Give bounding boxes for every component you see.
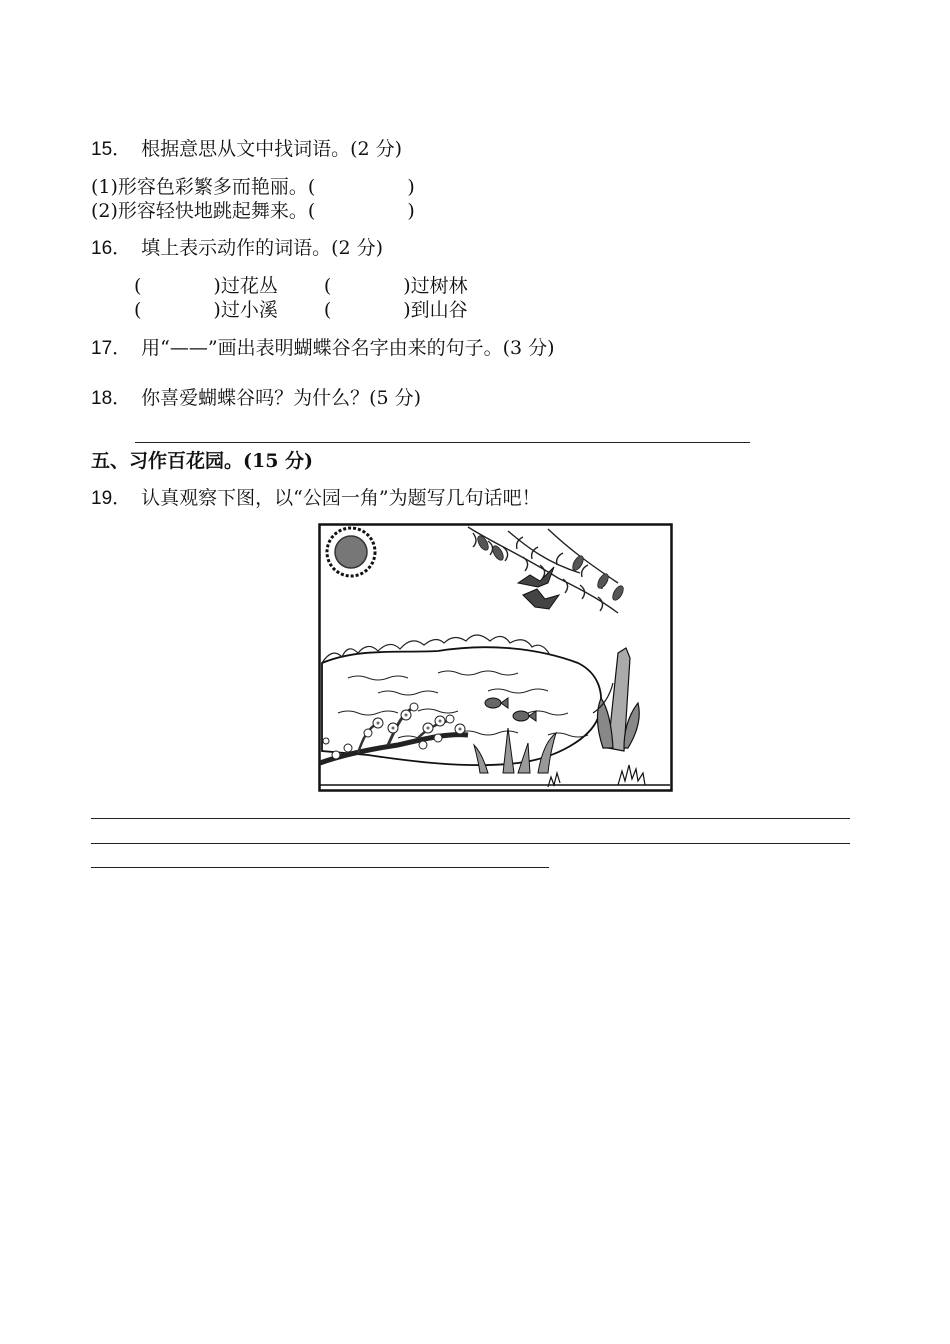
q16-paren: ( [323, 299, 332, 321]
q19-answer-line-1[interactable] [91, 818, 850, 819]
q15-heading [91, 137, 402, 162]
q19-text: 认真观察下图，以“公园一角”为题写几句话吧！ [141, 487, 541, 509]
q18-number: 18． [91, 388, 132, 409]
q19-heading [91, 486, 541, 511]
q15-item-1 [91, 175, 415, 199]
q15-item-2-text: (2)形容轻快地跳起舞来。( [91, 200, 316, 222]
q16-row-1 [134, 274, 468, 298]
q17-heading [91, 336, 555, 361]
q16-item-3: )过小溪 [213, 299, 278, 321]
q18-text: 你喜爱蝴蝶谷吗？为什么？(5 分) [141, 387, 422, 409]
q18-answer-line[interactable] [135, 442, 750, 443]
q15-item-2-close: ) [407, 200, 415, 222]
q16-heading [91, 236, 383, 261]
q18-heading [91, 386, 421, 411]
section-5-title: 五、习作百花园。(15 分) [91, 450, 314, 472]
q19-number: 19． [91, 488, 132, 509]
q16-text: 填上表示动作的词语。(2 分) [141, 237, 384, 259]
q15-item-1-text: (1)形容色彩繁多而艳丽。( [91, 176, 316, 198]
q16-paren: ( [134, 275, 142, 297]
q15-text: 根据意思从文中找词语。(2 分) [141, 138, 403, 160]
park-corner-illustration [318, 523, 673, 792]
q17-text: 用“——”画出表明蝴蝶谷名字由来的句子。(3 分) [141, 337, 555, 359]
q16-paren: ( [134, 299, 142, 321]
q16-item-4: )到山谷 [403, 299, 468, 321]
q15-item-1-close: ) [407, 176, 415, 198]
q17-number: 17． [91, 338, 132, 359]
q19-answer-line-3[interactable] [91, 867, 549, 868]
q15-item-2 [91, 199, 415, 223]
q19-answer-line-2[interactable] [91, 843, 850, 844]
q16-row-2 [134, 298, 468, 322]
q16-number: 16． [91, 238, 132, 259]
q15-number: 15． [91, 139, 132, 160]
q16-item-1: )过花丛 [213, 275, 278, 297]
q16-paren: ( [323, 275, 332, 297]
q16-item-2: )过树林 [403, 275, 468, 297]
